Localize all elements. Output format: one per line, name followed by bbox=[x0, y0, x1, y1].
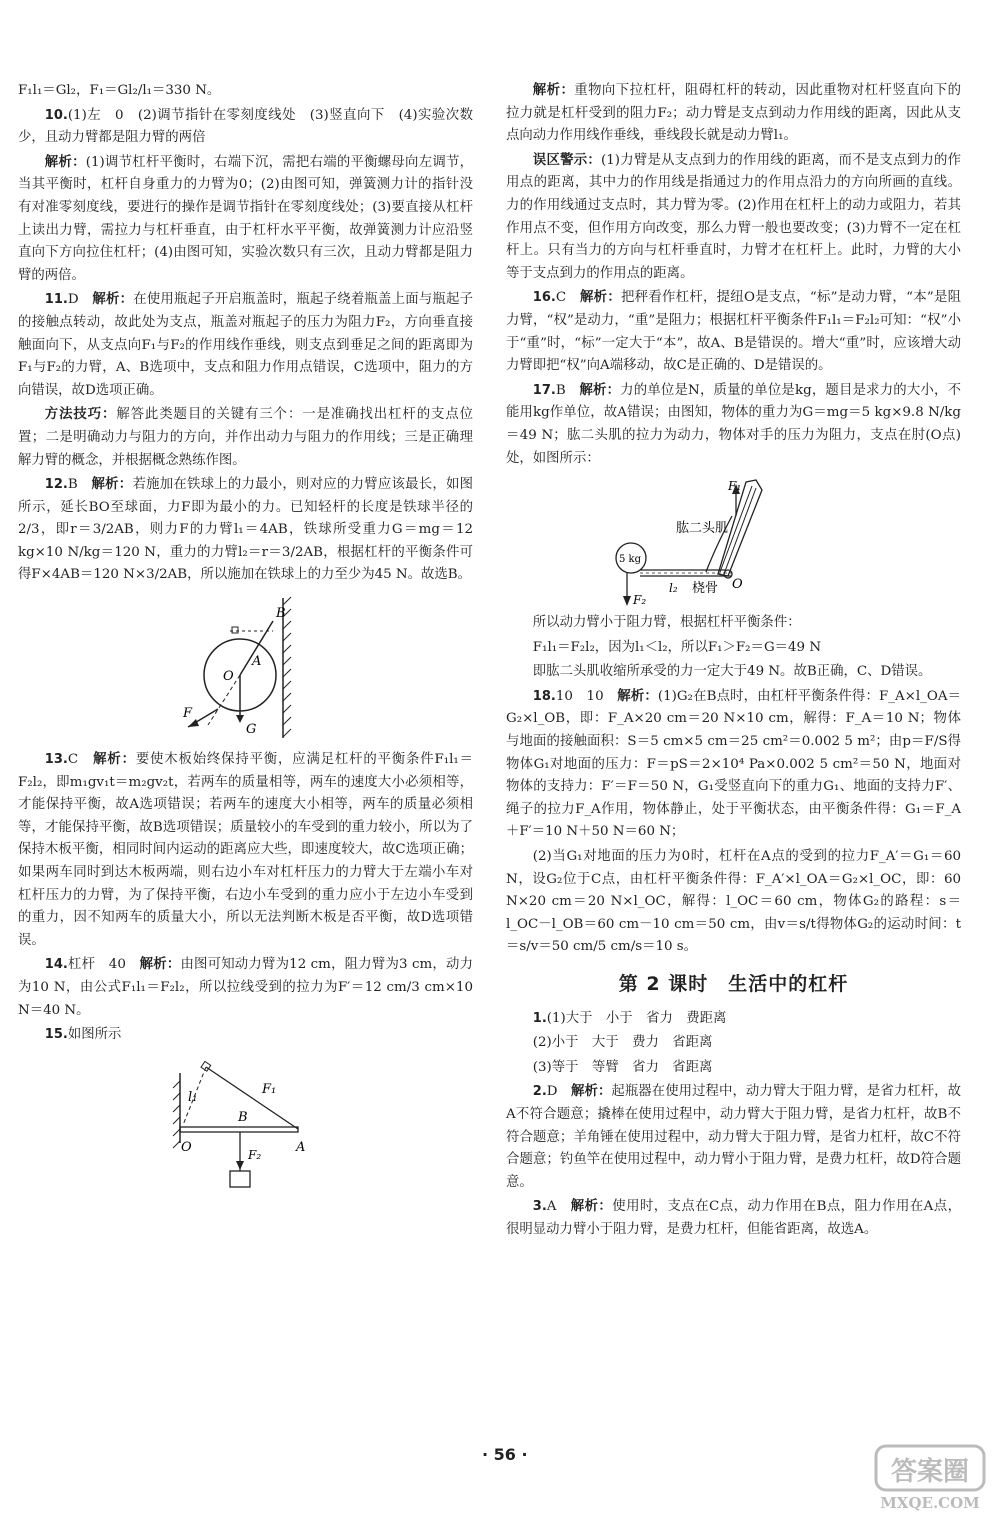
answer: (1)左 0 (2)调节指针在零刻度线处 (3)竖直向下 (4)实验次数少，且动力臂都是阻力臂的两倍 bbox=[18, 107, 473, 146]
method-tip bbox=[18, 404, 473, 472]
question-15 bbox=[18, 1024, 473, 1047]
label-F1: F₁ bbox=[262, 1081, 277, 1097]
question-number: 11. bbox=[44, 292, 68, 308]
question-10 bbox=[18, 105, 473, 150]
label-B: B bbox=[276, 606, 286, 622]
analysis-tag: 解析： bbox=[617, 688, 658, 704]
analysis-tag: 解析： bbox=[571, 1084, 612, 1100]
left-column bbox=[18, 80, 473, 1199]
analysis-tag: 解析： bbox=[91, 477, 133, 493]
warning-tag: 误区警示： bbox=[532, 152, 602, 168]
analysis-tag: 解析： bbox=[44, 154, 86, 170]
answer-2 bbox=[506, 1081, 961, 1194]
question-17 bbox=[506, 380, 961, 470]
answer: C bbox=[67, 752, 79, 768]
watermark-text: MXQE.COM bbox=[880, 1494, 980, 1512]
figure-15-lever bbox=[18, 1053, 473, 1193]
label-A: A bbox=[296, 1139, 306, 1155]
analysis-text: 把秤看作杠杆，提纽O是支点，“标”是动力臂，“本”是阻力臂，“权”是动力，“重”是阻力；根据杠杆平衡条件F₁l₁＝F₂l₂可知：“权”小于“重”时，“标”一定大于“本”，故A、B是错误的。增大“重”时，应该增大动力臂即把“权”向A端移动，故C是正确的、D是错误的。 bbox=[506, 290, 962, 374]
label-F2: F₂ bbox=[633, 593, 647, 607]
answer: A bbox=[546, 1199, 557, 1215]
analysis-text: (1)G₂在B点时，由杠杆平衡条件得：F_A×l_OA＝G₂×l_OB，即：F_A×20 cm＝20 N×10 cm，解得：F_A＝10 N；物体与地面的接触面积：S＝5 cm×5 cm＝25 cm²＝0.002 5 m²；由p＝F/S得物体G₁对地面的压力：F＝pS＝2×10⁴ Pa×0.002 5 cm²＝50 N，地面对物体的支持力：F′＝F＝50 N，G₁受竖直向下的重力G₁、地面的支持力F′、绳子的拉力F_A作用，物体静止，处于平衡状态，由平衡条件得：G₁＝F_A＋F′＝10 N＋50 N＝60 N； bbox=[506, 688, 962, 840]
analysis-text: (1)调节杠杆平衡时，右端下沉，需把右端的平衡螺母向左调节，当其平衡时，杠杆自身重力的力臂为0；(2)由图可知，弹簧测力计的指针没有对准零刻度线，要进行的操作是调节指针在零刻度线处；(3)要直接从杠杆上读出力臂，需拉力与杠杆垂直，由于杠杆水平平衡，故弹簧测力计应沿竖直向下方向拉住杠杆；(4)由图可知，实验次数只有三次，且动力臂都是阻力臂的两倍。 bbox=[18, 154, 474, 283]
analysis-text: 起瓶器在使用过程中，动力臂大于阻力臂，是省力杠杆，故A不符合题意；撬棒在使用过程中，动力臂大于阻力臂，是省力杠杆，故B不符合题意；羊角锤在使用过程中，动力臂大于阻力臂，是省力杠杆，故C不符合题意；钓鱼竿在使用过程中，动力臂小于阻力臂，是费力杠杆，故D符合题意。 bbox=[506, 1084, 962, 1190]
question-11 bbox=[18, 289, 473, 402]
question-18-part2: (2)当G₁对地面的压力为0时，杠杆在A点的受到的拉力F_A′＝G₁＝60 N，设G₂位于C点，由杠杆平衡条件得：F_A′×l_OA＝G₂×l_OC，即：60 N×20 cm＝20 N×l_OC，解得：l_OC＝60 cm，物体G₂的路程：s＝l_OC－l_OB＝60 cm－10 cm＝50 cm，由v＝s/t得物体G₂的运动时间：t＝s/v＝50 cm/5 cm/s＝10 s。 bbox=[506, 849, 961, 955]
question-14 bbox=[18, 954, 473, 1022]
question-text: 如图所示 bbox=[67, 1027, 122, 1043]
label-O: O bbox=[732, 577, 743, 593]
label-O: O bbox=[181, 1139, 192, 1155]
label-l2: l₂ bbox=[669, 581, 678, 596]
analysis-text: 由图可知动力臂为12 cm，阻力臂为3 cm，动力为10 N，由公式F₁l₁＝F₂l₂，所以拉线受到的拉力为F′＝12 cm/3 cm×10 N＝40 N。 bbox=[18, 957, 474, 1018]
label-A: A bbox=[252, 654, 262, 670]
question-number: 12. bbox=[44, 477, 68, 493]
analysis-text: 在使用瓶起子开启瓶盖时，瓶起子绕着瓶盖上面与瓶起子的接触点转动，故此处为支点，瓶盖对瓶起子的压力为阻力F₂，方向垂直接触面向下，从支点向F₁与F₂的作用线作垂线，则支点到垂足之间的距离即为F₁与F₂的力臂，A、B选项中，支点和阻力作用点错误，C选项中，阻力的方向错误，故D选项正确。 bbox=[18, 292, 474, 398]
answer-3 bbox=[506, 1196, 961, 1241]
figure-17-arm bbox=[506, 476, 961, 606]
answer-1 bbox=[506, 1008, 961, 1031]
analysis-text: 要使木板始终保持平衡，应满足杠杆的平衡条件F₁l₁＝F₂l₂，即m₁gv₁t＝m₂gv₂t，若两车的质量相等，两车的速度大小必须相等，才能保持平衡，故A选项错误；若两车的速度大小相等，两车的质量必须相等，才能保持平衡，故B选项错误；质量较小的车受到的重力较小，所以为了保持木板平衡，相同时间内运动的距离应大些，即速度较大，故C选项正确；如果两车同时到达木板两端，则右边小车对杠杆压力的力臂大于左端小车对杠杆压力的力臂，为了保持平衡，右边小车受到的重力应小于左边小车受到的重力，因不知两车的质量大小，所以无法判断木板是否平衡，故D选项错误。 bbox=[18, 752, 474, 948]
question-12 bbox=[18, 474, 473, 587]
tip-text: 解答此类题目的关键有三个：一是准确找出杠杆的支点位置；二是明确动力与阻力的方向，并作出动力与阻力的作用线；三是正确理解力臂的概念，并根据概念熟练作图。 bbox=[18, 407, 474, 468]
question-number: 15. bbox=[44, 1027, 68, 1043]
section-heading: 第 2 课时 生活中的杠杆 bbox=[618, 973, 849, 995]
analysis-tag: 解析： bbox=[93, 752, 136, 768]
q17-after-1: 所以动力臂小于阻力臂，根据杠杆平衡条件： bbox=[532, 615, 801, 631]
question-number: 1. bbox=[532, 1010, 547, 1026]
analysis-tag: 解析： bbox=[92, 292, 134, 308]
analysis-tag: 解析： bbox=[139, 957, 181, 973]
analysis-tag: 解析： bbox=[579, 382, 621, 398]
answer-line: (1)大于 小于 省力 费距离 bbox=[546, 1010, 727, 1026]
figure-12-ball-lever bbox=[18, 593, 473, 743]
label-l1: l₁ bbox=[188, 1089, 198, 1105]
answer-1-line2: (2)小于 大于 费力 省距离 bbox=[532, 1035, 713, 1051]
question-number: 13. bbox=[44, 752, 68, 768]
question-number: 14. bbox=[44, 957, 68, 973]
label-O: O bbox=[223, 669, 234, 685]
answer: D bbox=[67, 292, 79, 308]
question-number: 18. bbox=[532, 688, 556, 704]
label-G: G bbox=[246, 722, 257, 738]
analysis-tag: 解析： bbox=[570, 1199, 613, 1215]
label-mass: 5 kg bbox=[619, 554, 642, 566]
q17-after-2: F₁l₁＝F₂l₂，因为l₁＜l₂，所以F₁＞F₂＝G＝49 N bbox=[532, 639, 822, 655]
analysis-10 bbox=[18, 152, 473, 288]
analysis-text: 力的单位是N，质量的单位是kg，题目是求力的大小，不能用kg作单位，故A错误；由图知，物体的重力为G＝mg＝5 kg×9.8 N/kg＝49 N；肱二头肌的拉力为动力，物体对手的压力为阻力，支点在肘(O点)处，如图所示： bbox=[506, 382, 962, 466]
label-radius: 桡骨 bbox=[692, 581, 719, 597]
label-biceps: 肱二头肌 bbox=[676, 521, 729, 537]
paragraph: F₁l₁＝Gl₂，F₁＝Gl₂/l₁＝330 N。 bbox=[18, 83, 221, 98]
page-number: · 56 · bbox=[482, 1445, 528, 1464]
warning-text: (1)力臂是从支点到力的作用线的距离，而不是支点到力的作用点的距离，其中力的作用线是指通过力的作用点沿力的方向所画的直线。力的作用线通过支点时，其力臂为零。(2)作用在杠杆上的动力或阻力，若其作用点不变，但作用方向改变，那么力臂一般也要改变；(3)力臂不一定在杠杆上。只有当力的方向与杠杆垂直时，力臂才在杠杆上。此时，力臂的大小等于支点到力的作用点的距离。 bbox=[506, 152, 962, 281]
answer: D bbox=[546, 1084, 558, 1100]
analysis-text: 使用时，支点在C点，动力作用在B点，阻力作用在A点，很明显动力臂小于阻力臂，是费力杠杆，但能省距离，故选A。 bbox=[506, 1199, 962, 1237]
label-F: F bbox=[183, 706, 193, 722]
question-13 bbox=[18, 749, 473, 952]
answer: B bbox=[67, 477, 78, 493]
analysis-text: 若施加在铁球上的力最小，则对应的力臂应该最长，如图所示，延长BO至球面，力F即为最小的力。已知轻杆的长度是铁球半径的2/3，即r＝3/2AB，则力F的力臂l₁＝4AB，铁球所受重力G＝mg＝12 kg×10 N/kg＝120 N，重力的力臂l₂＝r＝3/2AB，根据杠杆的平衡条件可得F×4AB＝120 N×3/2AB，所以施加在铁球上的力至少为45 N。故选B。 bbox=[18, 477, 474, 583]
analysis-15 bbox=[506, 80, 961, 148]
answer: 10 10 bbox=[555, 688, 604, 704]
watermark-logo-text: 答案圈 bbox=[890, 1457, 970, 1487]
answer: C bbox=[555, 290, 567, 306]
question-number: 16. bbox=[532, 290, 556, 306]
answer: B bbox=[555, 382, 566, 398]
figure-15-svg bbox=[18, 1053, 473, 1193]
analysis-text: 重物向下拉杠杆，阻碍杠杆的转动，因此重物对杠杆竖直向下的拉力就是杠杆受到的阻力F₂；动力臂是支点到动力作用线的距离，因此从支点向动力作用线作垂线，垂线段长就是动力臂l₁。 bbox=[506, 83, 962, 144]
analysis-tag: 解析： bbox=[580, 290, 622, 306]
question-16 bbox=[506, 287, 961, 377]
q17-after-3: 即肱二头肌收缩所承受的力一定大于49 N。故B正确，C、D错误。 bbox=[532, 664, 932, 680]
question-number: 17. bbox=[532, 382, 556, 398]
question-18 bbox=[506, 686, 961, 844]
answer-1-line3: (3)等于 等臂 省力 省距离 bbox=[532, 1059, 713, 1075]
figure-17-svg bbox=[506, 476, 961, 606]
label-B: B bbox=[238, 1109, 248, 1125]
question-number: 10. bbox=[44, 107, 68, 123]
figure-12-svg bbox=[18, 593, 473, 743]
label-F1: F₁ bbox=[728, 479, 742, 494]
question-number: 2. bbox=[532, 1084, 547, 1100]
label-F2: F₂ bbox=[248, 1147, 262, 1162]
question-number: 3. bbox=[532, 1199, 547, 1215]
tip-tag: 方法技巧： bbox=[44, 407, 117, 423]
watermark-logo-icon bbox=[870, 1440, 990, 1515]
right-column bbox=[506, 80, 961, 1244]
mistake-warning bbox=[506, 150, 961, 286]
answer: 杠杆 40 bbox=[67, 957, 126, 973]
analysis-tag: 解析： bbox=[532, 83, 575, 98]
